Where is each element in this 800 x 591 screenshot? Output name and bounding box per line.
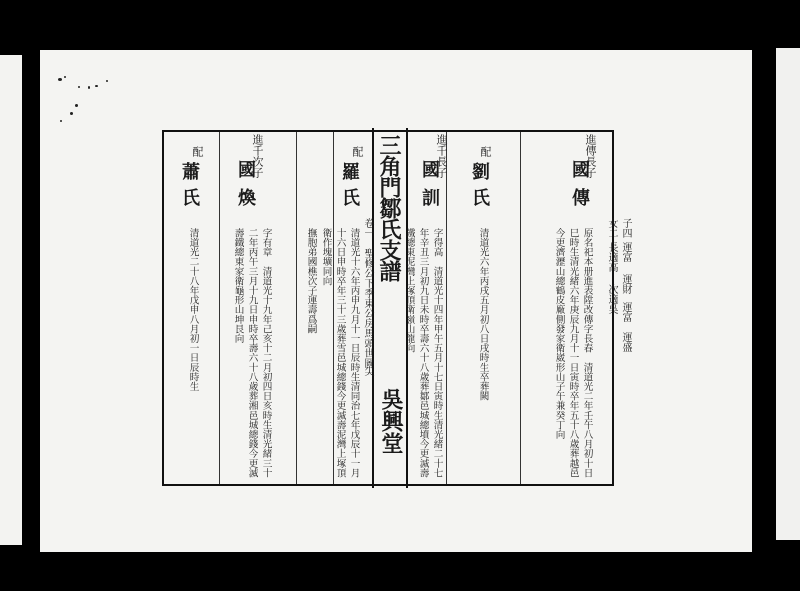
daughters-label: 女二	[606, 218, 617, 238]
son-name: 運盛	[620, 332, 631, 352]
biography-line: 清道光六年丙戌五月初八日戌時生卒葬闕	[477, 228, 489, 401]
spouse-name: 羅氏	[339, 162, 360, 214]
spouse-label: 配	[191, 146, 204, 157]
biography-line: 今更濟瀝山總鶴皮廠側發家衛崴形山子午兼癸丁向	[553, 228, 565, 440]
hall-name: 吳興堂	[378, 388, 404, 454]
sons-label: 子四	[620, 218, 631, 238]
biography-line: 二年丙午三月十九日申時卒壽六十八歲葬湘邑城總錢今更滅	[246, 228, 258, 478]
heir-note: 撫胞弟國樵次子運壽爲嗣	[305, 228, 317, 334]
person-name: 國傳	[569, 160, 590, 216]
biography-line: 原名祀本册進表陞改傳字長春 清道光二年壬午八月初十日	[581, 228, 593, 478]
son-name: 運財	[620, 274, 631, 294]
biography-line: 巳時生清光緒六年庚辰九月十一日寅時卒年五十八歲葬越邑	[567, 228, 579, 478]
column-separator	[219, 132, 220, 484]
daughter-name: 次適吳	[606, 284, 617, 314]
column-separator	[446, 132, 447, 484]
person-name: 國煥	[235, 160, 256, 216]
biography-line: 字有章 清道光十九年己亥十二月初四日亥時生清光緒三十	[260, 228, 272, 478]
son-name: 運富	[620, 302, 631, 322]
biography-line: 字得高 清道光十四年甲午五月十七日寅時生清光緒二十七	[431, 228, 443, 478]
person-name: 國訓	[419, 160, 440, 216]
column-separator	[333, 132, 334, 484]
biography-line: 清道光十六年丙申九月十一日辰時生清同治七年戊辰十一月	[348, 228, 360, 478]
adjacent-page-right	[776, 48, 800, 540]
genealogy-title: 三角門鄒氏支譜	[376, 134, 402, 281]
biography-line: 十六日申時卒年三十三歲葬雪邑城總錢今更滅壽泥灣上塚頂	[334, 228, 346, 478]
spouse-label: 配	[351, 146, 364, 157]
volume-line: 卷一 聖修公下季東公房馬頭世圖	[362, 218, 373, 368]
son-name: 運富	[620, 242, 631, 262]
position-label: 進傳長子	[584, 134, 597, 178]
column-separator	[296, 132, 297, 484]
column-separator	[520, 132, 521, 484]
position-label: 進千長子	[435, 134, 448, 178]
spouse-label: 配	[479, 146, 492, 157]
biography-line: 衛作塊壙同向	[320, 228, 332, 286]
biography-line: 壽鐵總東家衛龜形山坤艮向	[232, 228, 244, 344]
adjacent-page-left	[0, 55, 22, 545]
daughter-name: 長適高	[606, 242, 617, 272]
position-label: 進千次子	[251, 134, 264, 178]
page-number: 尖	[362, 366, 373, 376]
biography-line: 清道光二十八年戊申八月初一日辰時生	[187, 228, 199, 392]
biography-line: 鐵總東泥灣上塚頂衛嶺山龍向	[403, 228, 415, 353]
biography-line: 年辛丑三月初九日未時卒壽六十八歲葬鄒邑城總墳今更滅壽	[417, 228, 429, 478]
spouse-name: 劉氏	[469, 162, 490, 214]
spouse-name: 蕭氏	[179, 162, 200, 214]
